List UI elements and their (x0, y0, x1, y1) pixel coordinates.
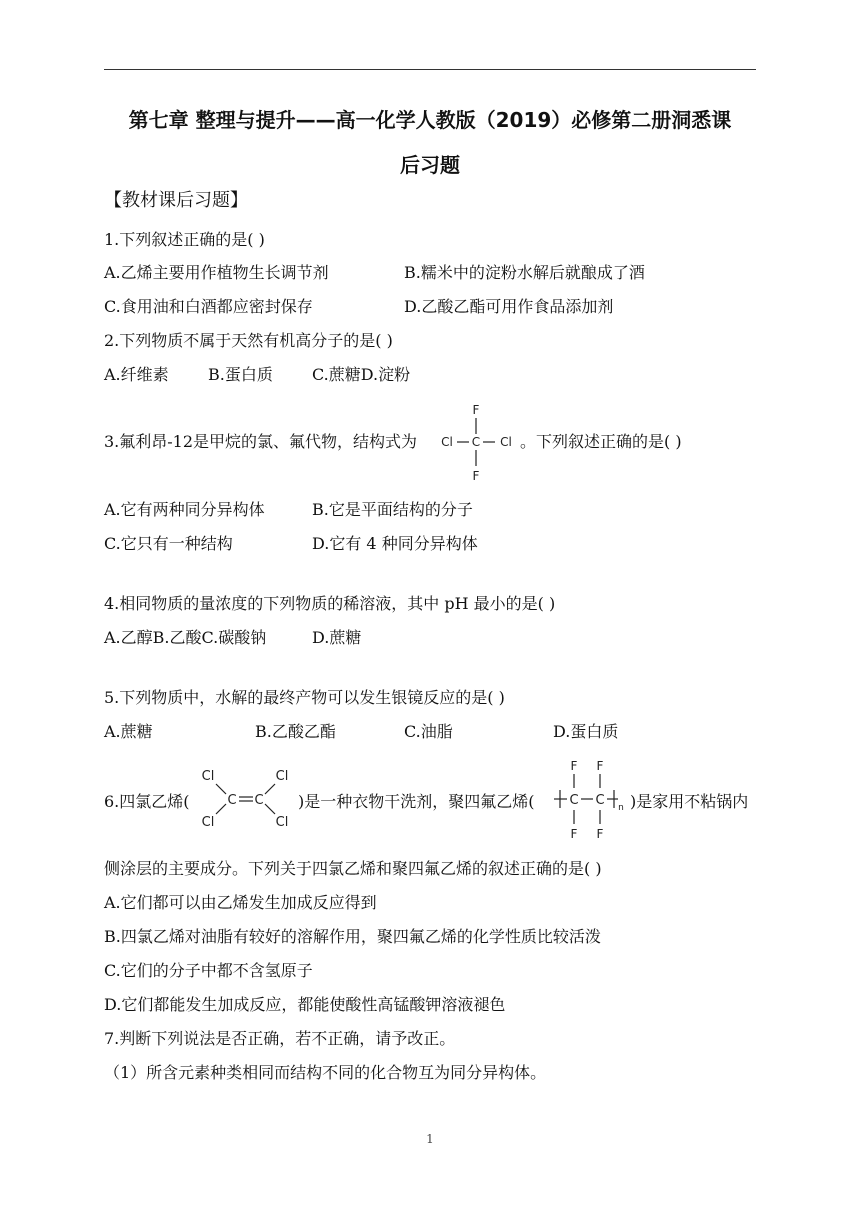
tce-cl-top-left: Cl (201, 769, 215, 784)
question-4-option-d: D.蔗糖 (312, 628, 362, 647)
question-7-item-1: （1）所含元素种类相同而结构不同的化合物互为同分异构体。 (104, 1063, 547, 1082)
question-3-option-b: B.它是平面结构的分子 (312, 500, 473, 519)
question-4-stem: 4.相同物质的量浓度的下列物质的稀溶液，其中 pH 最小的是( ) (104, 594, 556, 613)
ptfe-f-top-1: F (570, 759, 578, 773)
page-title-line-1: 第七章 整理与提升——高一化学人教版（2019）必修第二册洞悉课 (128, 108, 732, 132)
ptfe-f-bottom-2: F (596, 827, 604, 841)
question-1-option-c: C.食用油和白酒都应密封保存 (104, 297, 313, 316)
question-6-option-b: B.四氯乙烯对油脂有较好的溶解作用，聚四氟乙烯的化学性质比较活泼 (104, 927, 601, 946)
tetrachloroethylene-structure (192, 766, 296, 830)
question-2-option-b: B.蛋白质 (208, 365, 273, 384)
question-6-stem-part-3: )是家用不粘锅内 (630, 792, 749, 811)
question-6-stem-line-2: 侧涂层的主要成分。下列关于四氯乙烯和聚四氟乙烯的叙述正确的是( ) (104, 859, 602, 878)
freon-12-structure (436, 400, 520, 484)
question-5-option-a: A.蔗糖 (104, 722, 153, 741)
question-5-option-c: C.油脂 (404, 722, 453, 741)
question-6-option-d: D.它们都能发生加成反应，都能使酸性高锰酸钾溶液褪色 (104, 995, 506, 1014)
question-3-option-a: A.它有两种同分异构体 (104, 500, 265, 519)
question-1-option-a: A.乙烯主要用作植物生长调节剂 (104, 263, 329, 282)
ptfe-structure (550, 756, 630, 844)
question-3-stem-before: 3.氟利昂-12是甲烷的氯、氟代物，结构式为 (104, 432, 418, 451)
freon-cl-left: Cl (441, 435, 453, 449)
question-1-option-d: D.乙酸乙酯可用作食品添加剂 (404, 297, 614, 316)
ptfe-c2: C (595, 793, 605, 808)
tce-bond-tl (216, 784, 226, 794)
question-1-stem: 1.下列叙述正确的是( ) (104, 230, 265, 249)
question-6-stem-part-1: 6.四氯乙烯( (104, 792, 190, 811)
question-6-option-a: A.它们都可以由乙烯发生加成反应得到 (104, 893, 377, 912)
page-title-line-2: 后习题 (400, 153, 460, 177)
tce-cl-top-right: Cl (275, 769, 289, 784)
question-5-stem: 5.下列物质中，水解的最终产物可以发生银镜反应的是( ) (104, 688, 505, 707)
question-3-stem-after: 。下列叙述正确的是( ) (520, 432, 682, 451)
section-heading: 【教材课后习题】 (104, 190, 248, 211)
ptfe-f-bottom-1: F (570, 827, 578, 841)
question-1-option-b: B.糯米中的淀粉水解后就酿成了酒 (404, 263, 645, 282)
freon-c-center: C (471, 435, 481, 449)
question-2-option-cd: C.蔗糖D.淀粉 (312, 365, 411, 384)
tce-cl-bottom-right: Cl (275, 815, 289, 830)
freon-cl-right: Cl (500, 435, 512, 449)
question-3-option-c: C.它只有一种结构 (104, 534, 233, 553)
freon-f-bottom: F (472, 469, 480, 483)
header-rule (104, 69, 756, 70)
tce-c2: C (254, 793, 264, 808)
ptfe-c1: C (569, 793, 579, 808)
freon-f-top: F (472, 403, 480, 417)
question-4-option-abc: A.乙醇B.乙酸C.碳酸钠 (104, 628, 267, 647)
question-2-stem: 2.下列物质不属于天然有机高分子的是( ) (104, 331, 393, 350)
tce-bond-br (265, 804, 275, 814)
tce-cl-bottom-left: Cl (201, 815, 215, 830)
tce-bond-tr (265, 784, 275, 794)
question-2-option-a: A.纤维素 (104, 365, 169, 384)
question-5-option-d: D.蛋白质 (553, 722, 619, 741)
tce-bond-bl (216, 804, 226, 814)
question-3-option-d: D.它有 4 种同分异构体 (312, 534, 478, 553)
question-6-stem-part-2: )是一种衣物干洗剂，聚四氟乙烯( (298, 792, 535, 811)
question-6-option-c: C.它们的分子中都不含氢原子 (104, 961, 313, 980)
ptfe-f-top-2: F (596, 759, 604, 773)
page-number: 1 (426, 1132, 434, 1146)
question-5-option-b: B.乙酸乙酯 (255, 722, 336, 741)
ptfe-subscript-n: n (618, 803, 624, 813)
tce-c1: C (227, 793, 237, 808)
question-7-stem: 7.判断下列说法是否正确，若不正确，请予改正。 (104, 1029, 456, 1048)
